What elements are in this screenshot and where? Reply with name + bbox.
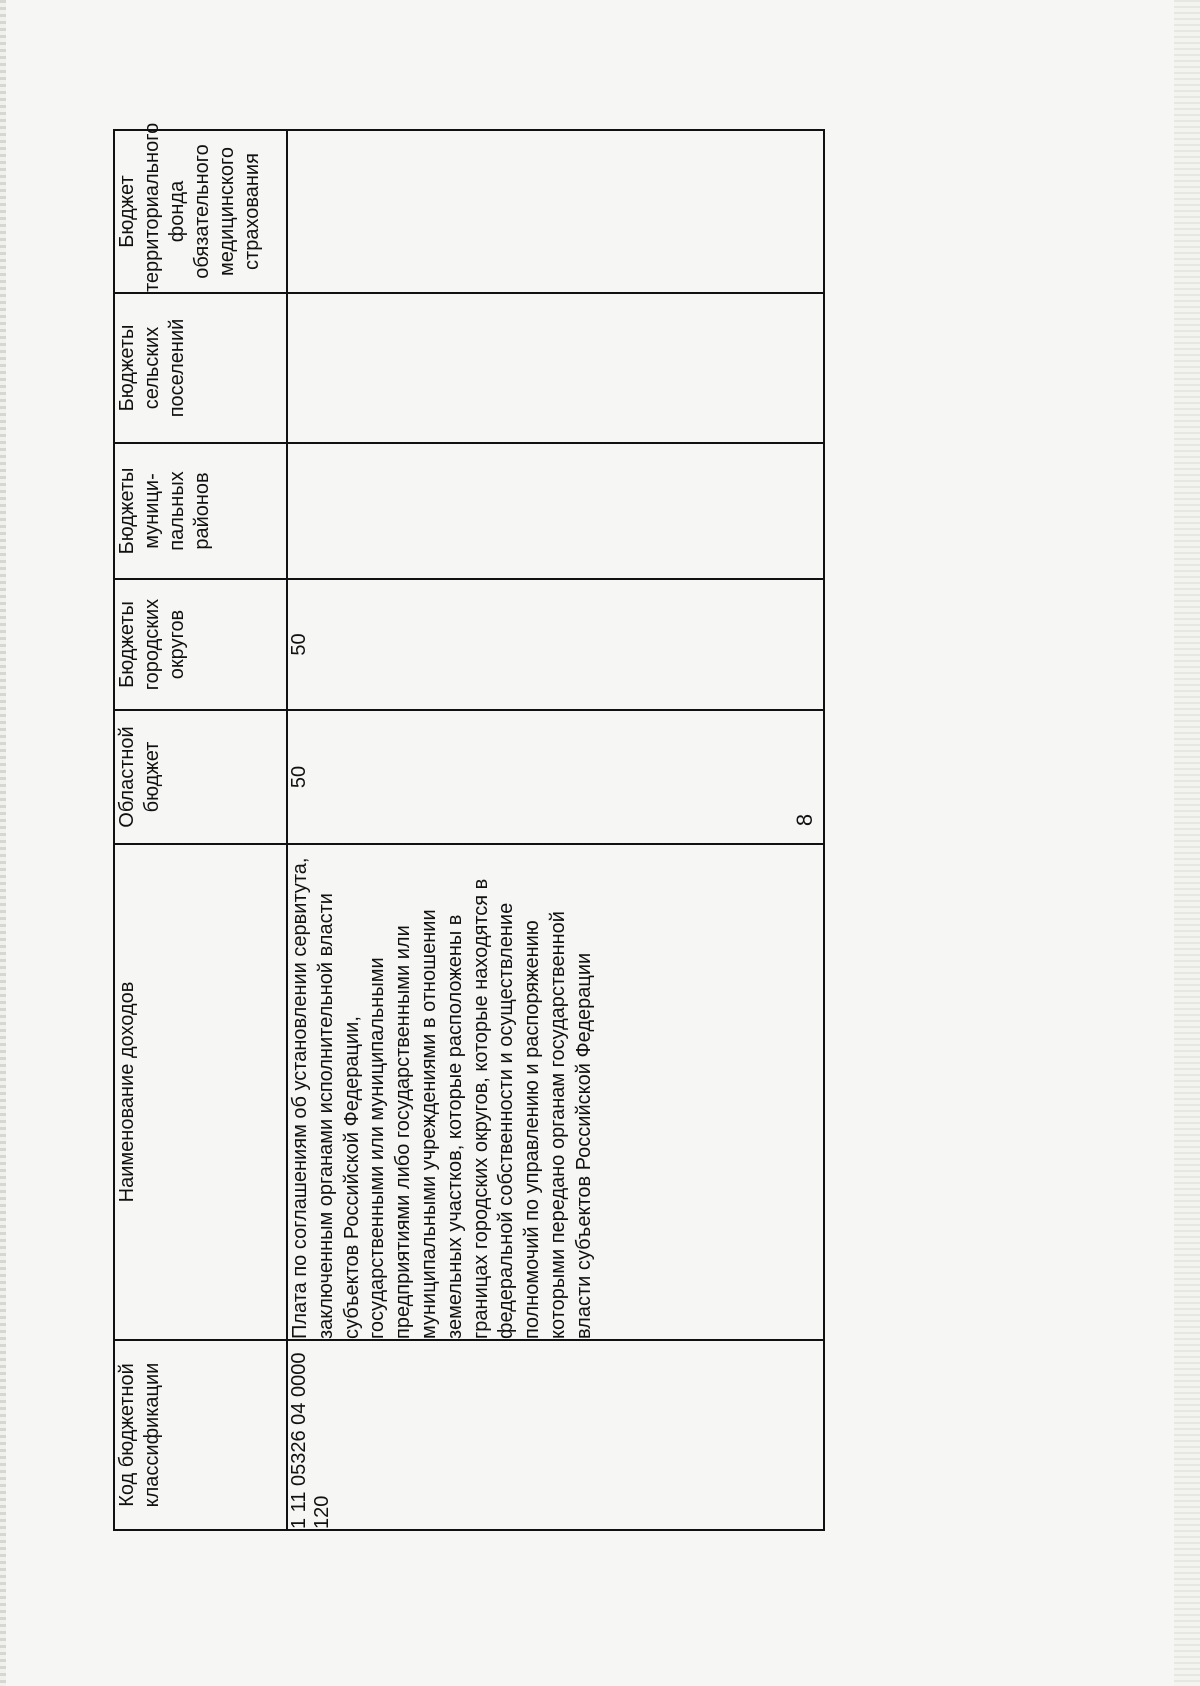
- cell-name: Плата по соглашениям об установлении сервитута, заключенным органами исполнительной власти субъектов Российской Федерации, государственными или муниципальными предприятиями либо государственными или муниципальными учреждениями в отношении земельных участков, которые расположены в границах городских округов, которые находятся в федеральной собственности и осуществление полномочий по управлению и распоряжению которыми передано органам государственной власти субъектов Российской Федерации: [287, 844, 824, 1340]
- scan-edge-right: [1174, 0, 1200, 1686]
- header-health-insurance-fund: Бюджет территориального фонда обязательного медицинского страхования: [114, 130, 287, 293]
- header-regional-budget: Областной бюджет: [114, 710, 287, 844]
- revenue-table: [113, 122, 825, 1531]
- header-code: Код бюджетной классификации: [114, 1340, 287, 1530]
- rotated-sheet: [113, 122, 825, 1531]
- cell-municipal-districts: [287, 443, 824, 579]
- header-municipal-districts: Бюджеты муници-пальных районов: [114, 443, 287, 579]
- cell-city-districts: 50: [287, 579, 824, 710]
- table-header-row: [114, 130, 287, 1530]
- header-name: Наименование доходов: [114, 844, 287, 1340]
- cell-code: 1 11 05326 04 0000 120: [287, 1340, 824, 1530]
- cell-health-insurance-fund: [287, 130, 824, 293]
- header-rural-settlements: Бюджеты сельских поселений: [114, 293, 287, 443]
- cell-rural-settlements: [287, 293, 824, 443]
- table-row: [287, 130, 824, 1530]
- header-city-districts: Бюджеты городских округов: [114, 579, 287, 710]
- page-number: 8: [792, 813, 817, 827]
- scan-edge-left: [0, 0, 6, 1686]
- cell-regional-budget: 50: [287, 710, 824, 844]
